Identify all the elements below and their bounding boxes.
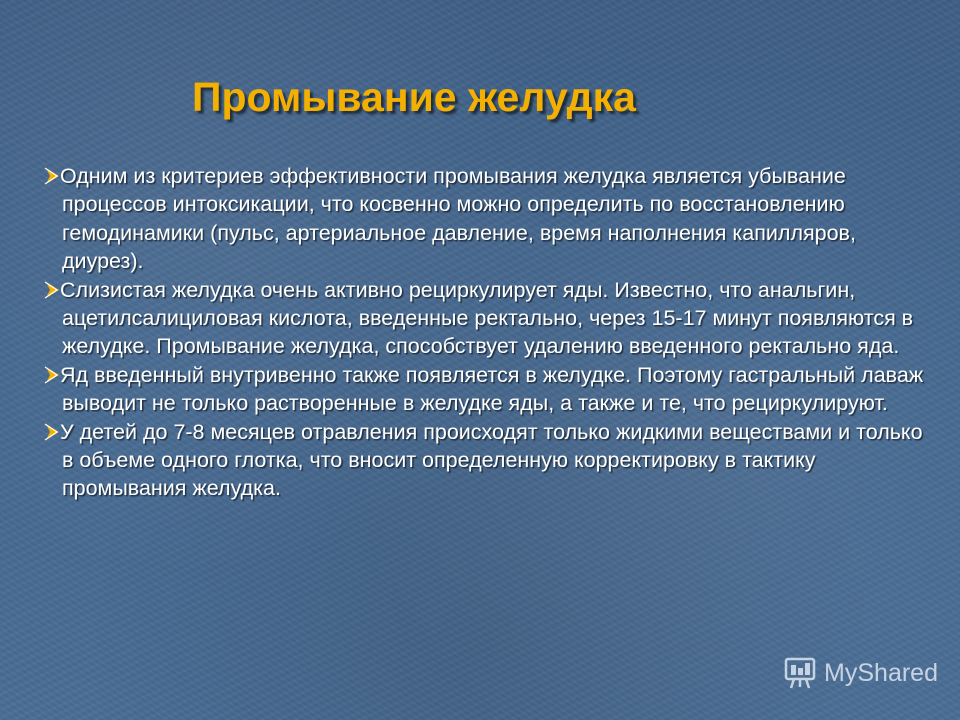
bullet-text: Яд введенный внутривенно также появляется в желудке. Поэтому гастральный лаваж выводит не только растворенные в желудке яды, а также и те, что рециркулируют.	[60, 362, 924, 416]
arrow-bullet-icon	[44, 279, 62, 301]
bullet-paragraph-4	[44, 418, 924, 503]
arrow-bullet-icon	[44, 364, 62, 386]
myshared-watermark[interactable]	[782, 656, 938, 690]
bullet-text: Слизистая желудка очень активно рециркулирует яды. Известно, что анальгин, ацетилсалициловая кислота, введенные ректально, через 15-17 минут появляются в желудке. Промывание желудка, способствует удалению введенного ректально яда.	[60, 277, 914, 359]
bullet-paragraph-1	[44, 162, 924, 276]
slide-title: Промывание желудка	[192, 74, 636, 120]
slide-body	[44, 162, 924, 503]
bullet-paragraph-2	[44, 276, 924, 361]
bullet-text: У детей до 7-8 месяцев отравления происходят только жидкими веществами и только в объеме одного глотка, что вносит определенную корректировку в тактику промывания желудка.	[60, 419, 923, 501]
arrow-bullet-icon	[44, 165, 62, 187]
watermark-text: MyShared	[824, 658, 938, 687]
bullet-paragraph-3	[44, 361, 924, 418]
arrow-bullet-icon	[44, 421, 62, 443]
presentation-board-icon	[782, 656, 818, 690]
bullet-text: Одним из критериев эффективности промывания желудка является убывание процессов интоксикации, что косвенно можно определить по восстановлению гемодинамики (пульс, артериальное давление, время наполнения капилляров, диурез).	[60, 164, 856, 274]
